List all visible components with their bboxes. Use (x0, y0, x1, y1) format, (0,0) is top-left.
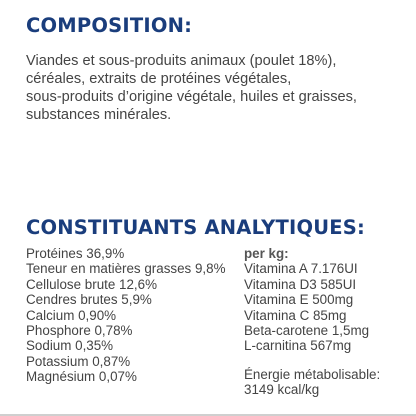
constituent-item: Cendres brutes 5,9% (26, 292, 152, 308)
constituent-item: Sodium 0,35% (26, 338, 114, 354)
per-kg-item: Beta-carotene 1,5mg (244, 323, 370, 339)
per-kg-item: Vitamina D3 585UI (244, 276, 357, 292)
constituent-item: Calcium 0,90% (26, 307, 117, 323)
per-kg-heading: per kg: (244, 246, 289, 261)
composition-line: sous-produits d’origine végétale, huiles et graisses, (26, 89, 357, 105)
composition-text (26, 52, 406, 124)
per-kg-item: Vitamina E 500mg (244, 292, 354, 308)
composition-line: substances minérales. (26, 107, 172, 123)
per-kg-item: Vitamina C 85mg (244, 307, 347, 323)
constituents-list (26, 246, 225, 385)
energy-label: Énergie métabolisable: (244, 366, 381, 382)
constituent-item: Magnésium 0,07% (26, 369, 137, 385)
constituent-item: Potassium 0,87% (26, 353, 131, 369)
composition-title: COMPOSITION: (26, 14, 193, 37)
per-kg-list (244, 246, 380, 398)
composition-line: Viandes et sous-produits animaux (poulet 18%), (26, 53, 337, 69)
constituent-item: Teneur en matières grasses 9,8% (26, 261, 226, 277)
per-kg-item: Vitamina A 7.176UI (244, 261, 358, 277)
constituent-item: Cellulose brute 12,6% (26, 276, 158, 292)
analytical-constituents-title: CONSTITUANTS ANALYTIQUES: (26, 216, 366, 239)
constituent-item: Protéines 36,9% (26, 246, 125, 261)
per-kg-item: L-carnitina 567mg (244, 338, 352, 354)
energy-value: 3149 kcal/kg (244, 382, 320, 398)
composition-line: céréales, extraits de protéines végétales, (26, 71, 292, 87)
constituent-item: Phosphore 0,78% (26, 323, 133, 339)
